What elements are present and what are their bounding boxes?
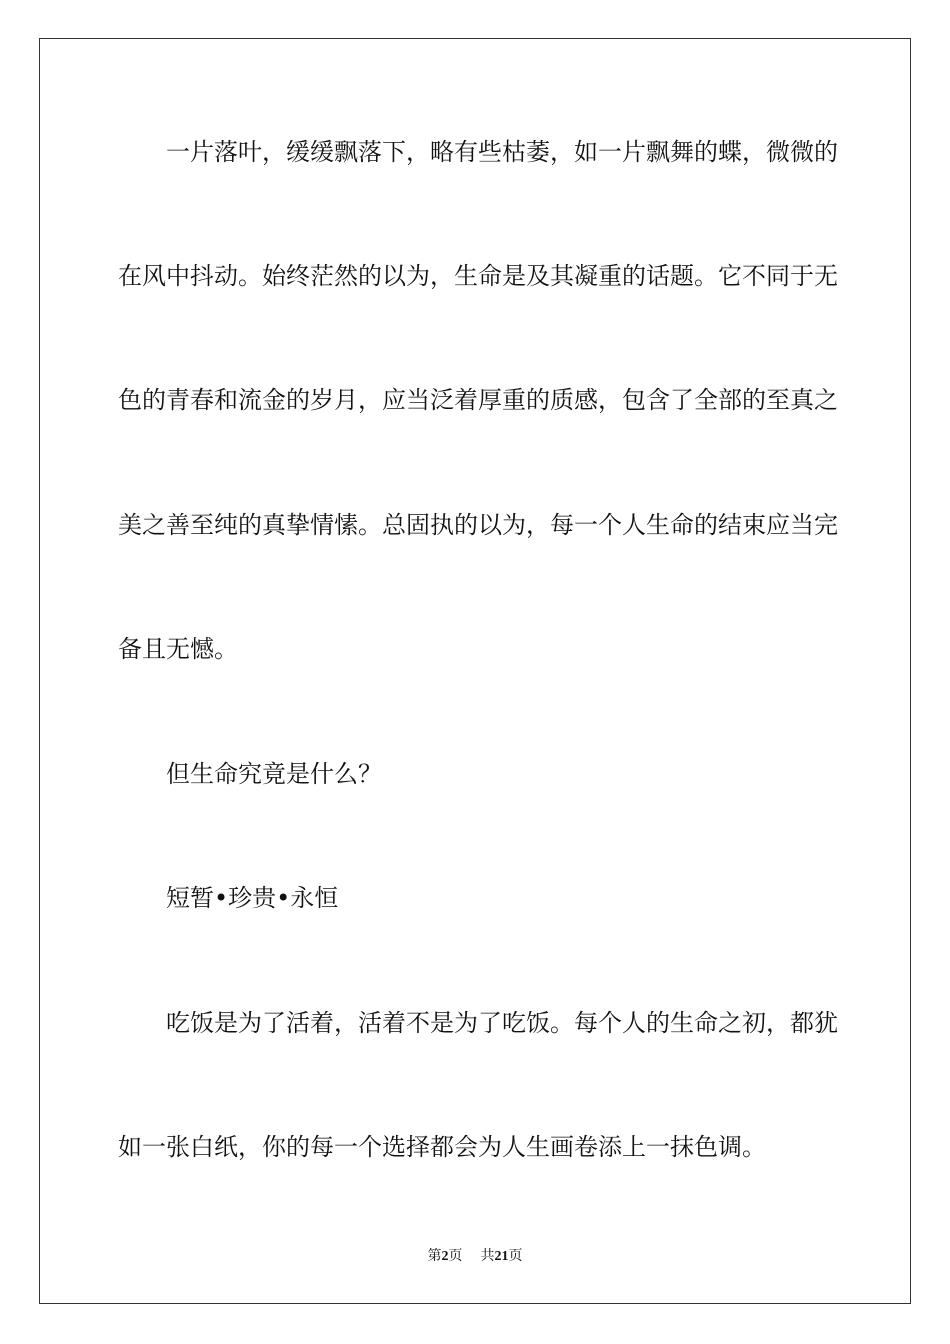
text-line: 吃饭是为了活着，活着不是为了吃饭。每个人的生命之初，都犹: [166, 1009, 838, 1037]
text-line: 短暂•珍贵•永恒: [166, 884, 339, 912]
page-prefix: 第: [427, 1248, 442, 1264]
page-number: 2: [441, 1249, 449, 1264]
text-line: 备且无憾。: [118, 635, 238, 663]
page-suffix: 页: [448, 1248, 463, 1264]
text-line: 美之善至纯的真挚情愫。总固执的以为，每一个人生命的结束应当完: [118, 511, 838, 539]
text-line: 在风中抖动。始终茫然的以为，生命是及其凝重的话题。它不同于无: [118, 262, 838, 290]
total-pages: 21: [494, 1249, 509, 1264]
text-line: 一片落叶，缓缓飘落下，略有些枯萎，如一片飘舞的蝶，微微的: [166, 138, 838, 166]
text-line: 色的青春和流金的岁月，应当泛着厚重的质感，包含了全部的至真之: [118, 386, 838, 414]
text-line: 但生命究竟是什么？: [166, 760, 382, 788]
page-footer: [0, 1246, 950, 1267]
total-suffix: 页: [508, 1248, 523, 1264]
page-border: [39, 38, 911, 1304]
text-line: 如一张白纸，你的每一个选择都会为人生画卷添上一抹色调。: [118, 1133, 766, 1161]
total-prefix: 共: [480, 1248, 495, 1264]
